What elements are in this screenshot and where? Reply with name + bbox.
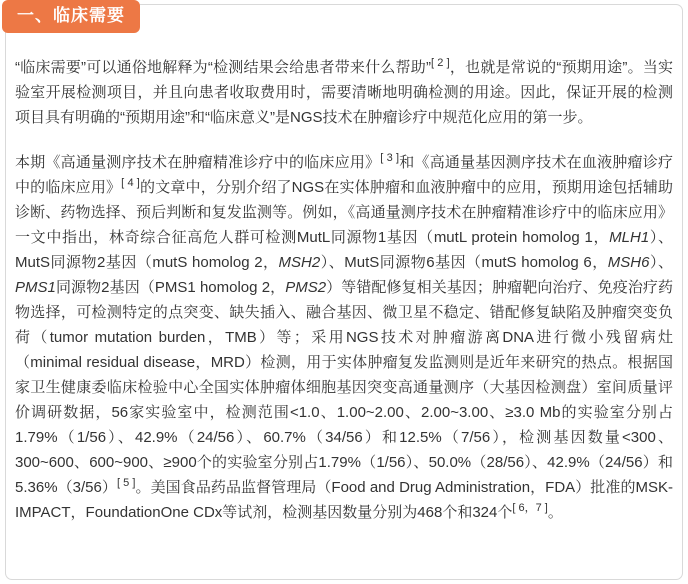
gene-symbol: MLH1 bbox=[609, 229, 650, 246]
citation-ref: [ 5 ] bbox=[117, 477, 136, 489]
section-content bbox=[15, 55, 673, 525]
text-run: 本期《高通量测序技术在肿瘤精准诊疗中的临床应用》 bbox=[15, 154, 381, 171]
text-run: 和《高通量基因测序技术在血液肿瘤诊疗中的临床应用》 bbox=[15, 154, 673, 196]
paragraph-clinical-need-definition bbox=[15, 55, 673, 130]
gene-symbol: MSH2 bbox=[278, 254, 321, 271]
text-run: ）、MutS同源物6基因（mutS homolog 6， bbox=[320, 254, 608, 271]
gene-symbol: MSH6 bbox=[607, 254, 650, 271]
text-run: 。 bbox=[547, 504, 563, 521]
text-run: ）、MutS同源物2基因（mutS homolog 2， bbox=[15, 229, 673, 271]
paragraph-ngs-applications bbox=[15, 150, 673, 525]
gene-symbol: PMS1 bbox=[15, 279, 56, 296]
citation-ref: [ 2 ] bbox=[430, 57, 450, 69]
section-header bbox=[2, 0, 140, 33]
text-run: “临床需要”可以通俗地解释为“检测结果会给患者带来什么帮助” bbox=[15, 59, 431, 76]
text-run: ，也就是常说的“预期用途”。当实验室开展检测项目，并且向患者收取费用时，需要清晰地明确检测的用途。因此，保证开展的检测项目具有明确的“预期用途”和“临床意义”是NGS技术在肿瘤诊疗中规范化应用的第一步。 bbox=[15, 59, 674, 126]
section-title: 一、临床需要 bbox=[17, 6, 125, 25]
text-run: ）、 bbox=[649, 254, 673, 271]
text-run: 同源物2基因（PMS1 homolog 2， bbox=[55, 279, 286, 296]
text-run: ）等错配修复相关基因；肿瘤靶向治疗、免疫治疗药物选择，可检测特定的点突变、缺失插入、融合基因、微卫星不稳定、错配修复缺陷及肿瘤突变负荷（tumor mutation burden，TMB）等；采用NGS技术对肿瘤游离DNA进行微小残留病灶（minimal residual disease，MRD）检测，用于实体肿瘤复发监测则是近年来研究的热点。根据国家卫生健康委临床检验中心全国实体肿瘤体细胞基因突变高通量测序（大基因检测盘）室间质量评价调研数据，56家实验室中，检测范围<1.0、1.00~2.00、2.00~3.00、≥3.0 Mb的实验室分别占1.79%（1/56）、42.9%（24/56）、60.7%（34/56）和12.5%（7/56），检测基因数量<300、300~600、600~900、≥900个的实验室分别占1.79%（1/56）、50.0%（28/56）、42.9%（24/56）和5.36%（3/56） bbox=[15, 279, 673, 496]
clinical-need-section-panel bbox=[5, 4, 683, 580]
citation-ref: [ 3 ] bbox=[380, 152, 400, 164]
gene-symbol: PMS2 bbox=[285, 279, 327, 296]
citation-ref: [ 6，7 ] bbox=[512, 502, 548, 514]
text-run: 的文章中，分别介绍了NGS在实体肿瘤和血液肿瘤中的应用，预期用途包括辅助诊断、药物选择、预后判断和复发监测等。例如，《高通量测序技术在肿瘤精准诊疗中的临床应用》一文中指出，林奇综合征高危人群可检测MutL同源物1基因（mutL protein homolog 1， bbox=[15, 179, 674, 246]
text-run: 。美国食品药品监督管理局（Food and Drug Administration，FDA）批准的MSK-IMPACT，FoundationOne CDx等试剂，检测基因数量分别为468个和324个 bbox=[15, 479, 674, 521]
citation-ref: [ 4 ] bbox=[121, 177, 140, 189]
